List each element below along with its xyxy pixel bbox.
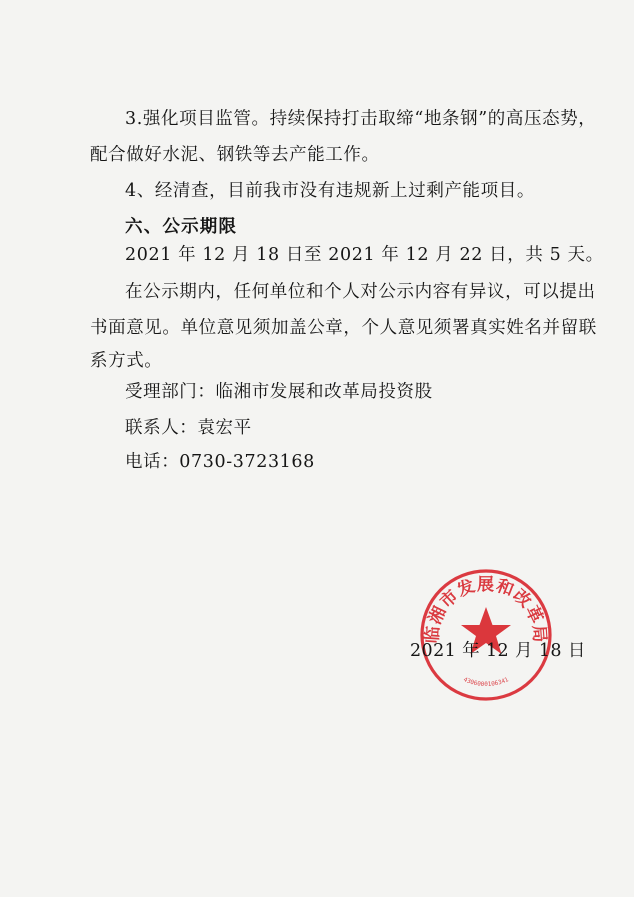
objection-line-2: 书面意见。单位意见须加盖公章，个人意见须署真实姓名并留联 (90, 318, 597, 338)
period-text: 2021 年 12 月 18 日至 2021 年 12 月 22 日，共 5 天。 (125, 245, 604, 265)
objection-line-3: 系方式。 (90, 351, 163, 371)
seal-org-name: 临湘市发展和改革局 (422, 574, 550, 644)
contact-line: 联系人：袁宏平 (125, 418, 252, 438)
phone-line: 电话：0730-3723168 (125, 452, 315, 472)
objection-line-1: 在公示期内，任何单位和个人对公示内容有异议，可以提出 (125, 282, 596, 302)
paragraph-4: 4、经清查，目前我市没有违规新上过剩产能项目。 (125, 181, 535, 201)
section-heading: 六、公示期限 (125, 217, 238, 237)
paragraph-3-line-1: 3.强化项目监管。持续保持打击取缔“地条钢”的高压态势， (125, 109, 597, 129)
official-seal (418, 567, 554, 703)
dept-line: 受理部门：临湘市发展和改革局投资股 (125, 382, 433, 402)
signature-date: 2021 年 12 月 18 日 (410, 641, 586, 661)
seal-code: 4306000106341 (462, 676, 510, 689)
paragraph-3-line-2: 配合做好水泥、钢铁等去产能工作。 (90, 145, 380, 165)
